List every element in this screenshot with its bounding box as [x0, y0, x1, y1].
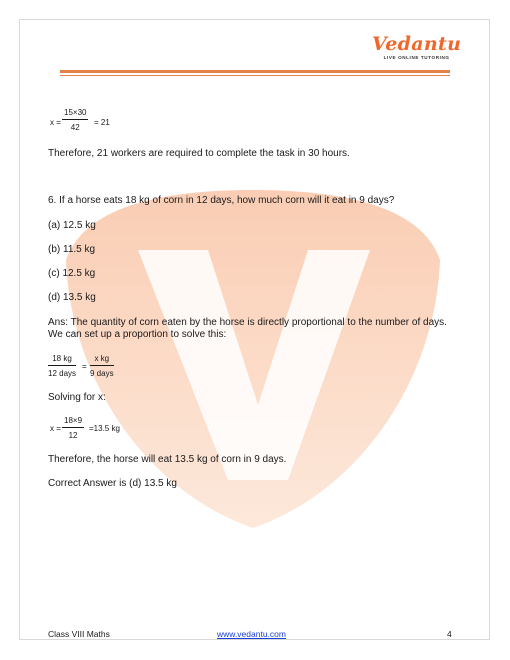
- formula2-rhs: =13.5 kg: [89, 424, 120, 433]
- proportion-right-numerator: x kg: [90, 354, 114, 366]
- proportion-right-denominator: 9 days: [90, 369, 114, 378]
- formula1-lhs: x =: [50, 118, 61, 127]
- option-b: (b) 11.5 kg: [48, 244, 96, 255]
- vedantu-logo: [372, 34, 461, 60]
- previous-conclusion: Therefore, 21 workers are required to complete the task in 30 hours.: [48, 148, 350, 159]
- proportion-right-fraction: [90, 354, 114, 378]
- question-text: 6. If a horse eats 18 kg of corn in 12 days, how much corn will it eat in 9 days?: [48, 195, 395, 206]
- solving-label: Solving for x:: [48, 392, 106, 403]
- correct-answer: Correct Answer is (d) 13.5 kg: [48, 478, 177, 489]
- footer-page-number: 4: [447, 629, 452, 639]
- formula2-numerator: 18×9: [62, 416, 84, 428]
- option-d: (d) 13.5 kg: [48, 292, 96, 303]
- formula1-fraction: [62, 108, 88, 132]
- logo-wordmark: Vedantu: [372, 33, 462, 55]
- answer-line-2: We can set up a proportion to solve this:: [48, 329, 227, 340]
- footer-website-link[interactable]: www.vedantu.com: [217, 629, 286, 639]
- formula1-denominator: 42: [70, 123, 80, 132]
- formula2-fraction: [62, 416, 84, 440]
- logo-tagline: LIVE ONLINE TUTORING: [383, 55, 450, 60]
- formula1-numerator: 15×30: [62, 108, 88, 120]
- formula2-denominator: 12: [68, 431, 78, 440]
- option-c: (c) 12.5 kg: [48, 268, 96, 279]
- header-rule-thin: [60, 75, 450, 76]
- option-a: (a) 12.5 kg: [48, 220, 96, 231]
- header-rule-thick: [60, 70, 450, 73]
- proportion-left-numerator: 18 kg: [48, 354, 76, 366]
- formula2-lhs: x =: [50, 424, 61, 433]
- proportion-left-denominator: 12 days: [48, 369, 77, 378]
- footer-class-label: Class VIII Maths: [48, 629, 110, 639]
- proportion-left-fraction: [48, 354, 76, 378]
- answer-conclusion: Therefore, the horse will eat 13.5 kg of corn in 9 days.: [48, 454, 287, 465]
- answer-line-1: Ans: The quantity of corn eaten by the horse is directly proportional to the number of days.: [48, 317, 447, 328]
- formula1-rhs: = 21: [94, 118, 110, 127]
- proportion-equals: =: [82, 362, 87, 371]
